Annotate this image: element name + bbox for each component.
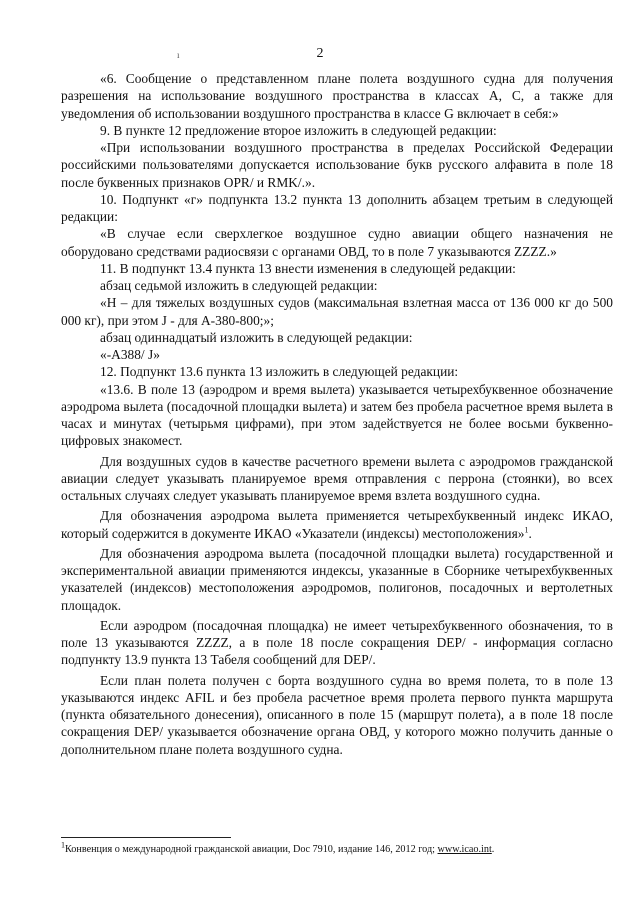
paragraph-text: Для обозначения аэродрома вылета применяется четырехбуквенный индекс ИКАО, который содержится в документе ИКАО «Указатели (индексы) местоположения» [61,508,613,541]
footnote-reference[interactable]: 1 [524,525,529,535]
paragraph: Если аэродром (посадочная площадка) не имеет четырехбуквенного обозначения, то в поле 13 указываются ZZZZ, а в поле 18 после сокращения DEP/ - информация согласно подпункту 13.9 пункта 13 Табеля сообщений для DEP/. [61,617,613,668]
paragraph: «13.6. В поле 13 (аэродром и время вылета) указывается четырехбуквенное обозначение аэродрома вылета (посадочной площадки вылета) и затем без пробела расчетное время вылета в часах и минутах (четырьмя цифрами), при этом задействуется не более восьми буквенно-цифровых знакомест. [61,381,613,449]
footnote-link[interactable]: www.icao.int [437,844,492,855]
paragraph-with-footnote: Для обозначения аэродрома вылета применяется четырехбуквенный индекс ИКАО, который содержится в документе ИКАО «Указатели (индексы) местоположения»$^1$. [61,508,613,541]
paragraph: «При использовании воздушного пространства в пределах Российской Федерации российскими пользователями допускается использование букв русского алфавита в поле 18 после буквенных признаков OPR/ и RMK/.». [61,140,613,190]
paragraph: «В случае если сверхлегкое воздушное судно авиации общего назначения не оборудовано средствами радиосвязи с органами ОВД, то в поле 7 указываются ZZZZ.» [61,226,613,259]
paragraph: 12. Подпункт 13.6 пункта 13 изложить в следующей редакции: [100,364,459,380]
paragraph: абзац одиннадцатый изложить в следующей редакции: [100,329,413,345]
paragraph: Для воздушных судов в качестве расчетного времени вылета с аэродромов гражданской авиации следует указывать планируемое время отправления с перрона (стоянки), во всех остальных случаях следует указывать планируемое время взлета воздушного судна. [61,453,613,503]
paragraph: Если план полета получен с борта воздушного судна во время полета, то в поле 13 указываются индекс AFIL и без пробела расчетное время пролета первого пункта маршрута (пункта обязательного донесения), описанного в поле 15 (маршрут полета), а в поле 18 после сокращения DEP/ указывается обозначение органа ОВД, у которого можно получить данные о дополнительном плане полета воздушного судна. [61,672,613,757]
paragraph: «6. Сообщение о представленном плане полета воздушного судна для получения разрешения на использование воздушного пространства в классах А, С, а также для уведомления об использовании воздушного пространства в классе G включает в себя:» [61,71,613,121]
paragraph: 11. В подпункт 13.4 пункта 13 внести изменения в следующей редакции: [100,260,516,276]
footnote-text: Конвенция о международной гражданской авиации, Doc 7910, издание 146, 2012 год; [65,844,438,855]
paragraph: абзац седьмой изложить в следующей редакции: [100,278,378,293]
footnote-tail: . [491,844,495,855]
footnote-marker: 1 [61,840,65,850]
paragraph: «-А388/ J» [100,347,160,362]
footnote [61,840,621,856]
scan-mark: ı [177,50,180,60]
footnote-divider [61,837,231,838]
page-number: 2 [316,46,324,61]
paragraph: Для обозначения аэродрома вылета (посадочной площадки вылета) государственной и экспериментальной авиации применяются индексы, указанные в Сборнике четырехбуквенных указателей (индексов) местоположения аэродромов, полигонов, посадочных и вертолетных площадок. [61,545,613,613]
paragraph: «Н – для тяжелых воздушных судов (максимальная взлетная масса от 136 000 кг до 500 000 кг), при этом J - для А-380-800;»; [61,295,613,328]
document-body [61,70,613,758]
paragraph: 9. В пункте 12 предложение второе изложить в следующей редакции: [100,122,497,138]
paragraph: 10. Подпункт «г» подпункта 13.2 пункта 13 дополнить абзацем третьим в следующей редакции: [61,191,613,224]
